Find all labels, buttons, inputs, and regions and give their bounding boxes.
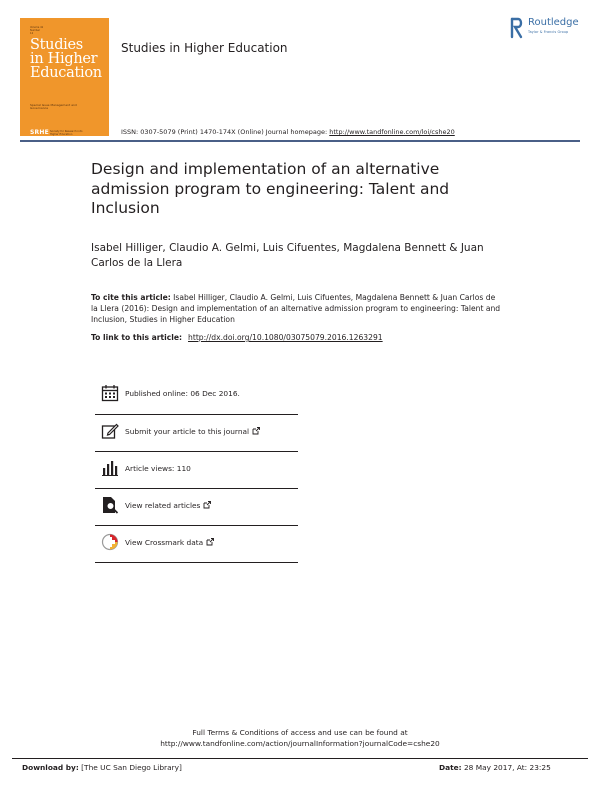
bar-chart-icon <box>101 459 119 477</box>
crossmark-link[interactable] <box>125 538 214 547</box>
published-row <box>95 377 298 415</box>
edit-icon <box>101 422 119 440</box>
crossmark-row[interactable] <box>95 526 298 563</box>
related-row[interactable] <box>95 489 298 526</box>
external-link-icon <box>203 501 211 509</box>
cite-label: To cite this article: <box>91 293 171 302</box>
external-link-icon <box>252 427 260 435</box>
calendar-icon <box>101 384 119 402</box>
related-articles-link[interactable] <box>125 501 211 510</box>
cover-volume-text: Volume 41 Number 12 <box>30 26 44 35</box>
issn-text: ISSN: 0307-5079 (Print) 1470-174X (Online) Journal homepage: <box>121 128 330 136</box>
crossmark-icon <box>101 533 119 551</box>
issn-line <box>121 128 455 136</box>
journal-name: Studies in Higher Education <box>121 41 288 55</box>
citation-block <box>91 292 501 325</box>
journal-cover-image <box>20 18 109 136</box>
cover-title-line-2: in Higher <box>30 51 98 67</box>
submit-row[interactable] <box>95 415 298 452</box>
publisher-tagline: Taylor & Francis Group <box>528 30 569 34</box>
cover-logo: SRHE <box>30 129 49 136</box>
cover-title <box>30 38 106 80</box>
terms-text: Full Terms & Conditions of access and use can be found at <box>192 728 408 737</box>
download-date <box>439 763 551 772</box>
date-label: Date: <box>439 763 462 772</box>
article-info-box <box>95 377 298 563</box>
related-label: View related articles <box>125 501 201 510</box>
terms-link[interactable]: http://www.tandfonline.com/action/journalInformation?journalCode=cshe20 <box>160 739 440 748</box>
doi-link[interactable]: http://dx.doi.org/10.1080/03075079.2016.1263291 <box>188 333 383 342</box>
external-link-icon <box>206 538 214 546</box>
cover-logo-subtitle: Society for Research into Higher Education <box>50 130 83 136</box>
footer-divider <box>12 758 588 759</box>
published-date: Published online: 06 Dec 2016. <box>125 389 240 398</box>
article-views: Article views: 110 <box>125 464 191 473</box>
article-title: Design and implementation of an alternative admission program to engineering: Talent and Inclusion <box>91 160 450 217</box>
terms-footer <box>0 727 600 749</box>
download-value: [The UC San Diego Library] <box>78 763 182 772</box>
article-link-line <box>91 333 383 342</box>
routledge-logo-icon <box>510 17 524 39</box>
document-search-icon <box>101 496 119 514</box>
header-divider <box>20 140 580 142</box>
journal-homepage-link[interactable]: http://www.tandfonline.com/loi/cshe20 <box>329 128 455 136</box>
cover-title-line-3: Education <box>30 65 102 81</box>
cover-subtitle: Special Issue Management and Governance <box>30 103 77 111</box>
submit-label: Submit your article to this journal <box>125 427 250 436</box>
date-value: 28 May 2017, At: 23:25 <box>461 763 551 772</box>
crossmark-label: View Crossmark data <box>125 538 204 547</box>
cite-text: Isabel Hilliger, Claudio A. Gelmi, Luis Cifuentes, Magdalena Bennett & Juan Carlos de la Llera (2016): Design and implementation of an alternative admission program to engineering: Talent and Inclusion, Studies in Higher Education <box>91 293 501 324</box>
download-info <box>22 763 182 772</box>
cover-title-line-1: Studies <box>30 37 83 53</box>
views-row <box>95 452 298 489</box>
link-label: To link to this article: <box>91 333 183 342</box>
article-authors: Isabel Hilliger, Claudio A. Gelmi, Luis Cifuentes, Magdalena Bennett & Juan Carlos de la Llera <box>91 242 484 269</box>
publisher-name: Routledge <box>528 17 579 28</box>
download-label: Download by: <box>22 763 79 772</box>
submit-link[interactable] <box>125 427 260 436</box>
